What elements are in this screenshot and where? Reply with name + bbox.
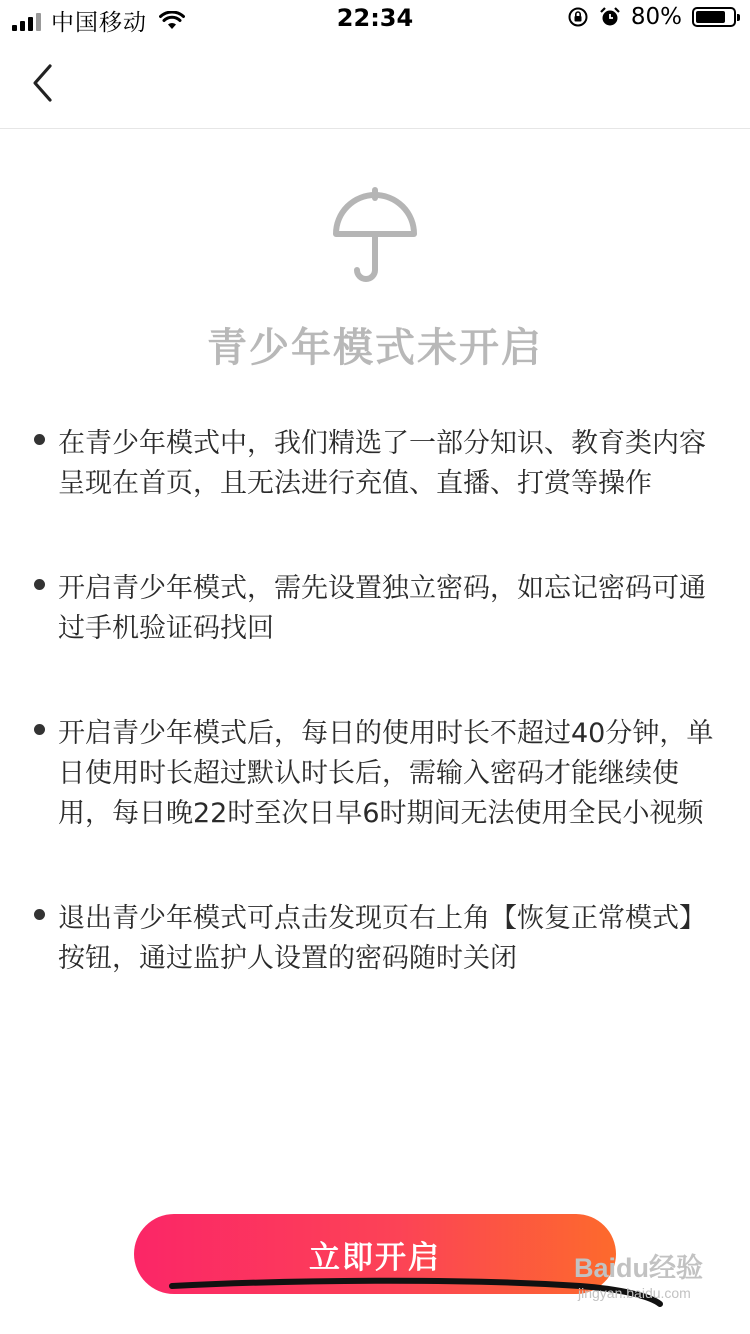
rule-text: 在青少年模式中，我们精选了一部分知识、教育类内容呈现在首页，且无法进行充值、直播、打赏等操作 bbox=[58, 428, 706, 499]
rules-list bbox=[30, 424, 720, 979]
back-button[interactable] bbox=[20, 58, 64, 108]
carrier-name: 中国移动 bbox=[51, 10, 147, 36]
bullet-icon bbox=[34, 434, 45, 445]
umbrella-icon bbox=[330, 186, 420, 286]
orientation-lock-icon bbox=[567, 6, 589, 28]
baidu-watermark bbox=[574, 1246, 724, 1316]
rule-item bbox=[30, 424, 720, 504]
alarm-clock-icon bbox=[599, 6, 621, 28]
nav-bar bbox=[0, 40, 750, 129]
bullet-icon bbox=[34, 909, 45, 920]
rule-item bbox=[30, 714, 720, 834]
watermark-url: jingyan.baidu.com bbox=[578, 1285, 691, 1301]
battery-fill bbox=[696, 11, 725, 23]
rule-text: 开启青少年模式后，每日的使用时长不超过40分钟，单日使用时长超过默认时长后，需输入密码才能继续使用，每日晚22时至次日早6时期间无法使用全民小视频 bbox=[58, 718, 714, 829]
status-time: 22:34 bbox=[336, 4, 414, 32]
rule-item bbox=[30, 569, 720, 649]
page-title: 青少年模式未开启 bbox=[207, 325, 543, 371]
status-bar bbox=[0, 0, 750, 40]
enable-button[interactable]: 立即开启 bbox=[134, 1214, 616, 1294]
chevron-left-icon bbox=[31, 63, 53, 103]
rule-text: 退出青少年模式可点击发现页右上角【恢复正常模式】按钮，通过监护人设置的密码随时关闭 bbox=[58, 903, 706, 974]
status-right bbox=[567, 4, 736, 30]
watermark-logo: Baidu经验 bbox=[574, 1253, 704, 1283]
bullet-icon bbox=[34, 724, 45, 735]
rule-item bbox=[30, 899, 720, 979]
rule-text: 开启青少年模式，需先设置独立密码，如忘记密码可通过手机验证码找回 bbox=[58, 573, 706, 644]
battery-icon bbox=[692, 7, 736, 27]
battery-percentage: 80% bbox=[630, 4, 682, 30]
bullet-icon bbox=[34, 579, 45, 590]
